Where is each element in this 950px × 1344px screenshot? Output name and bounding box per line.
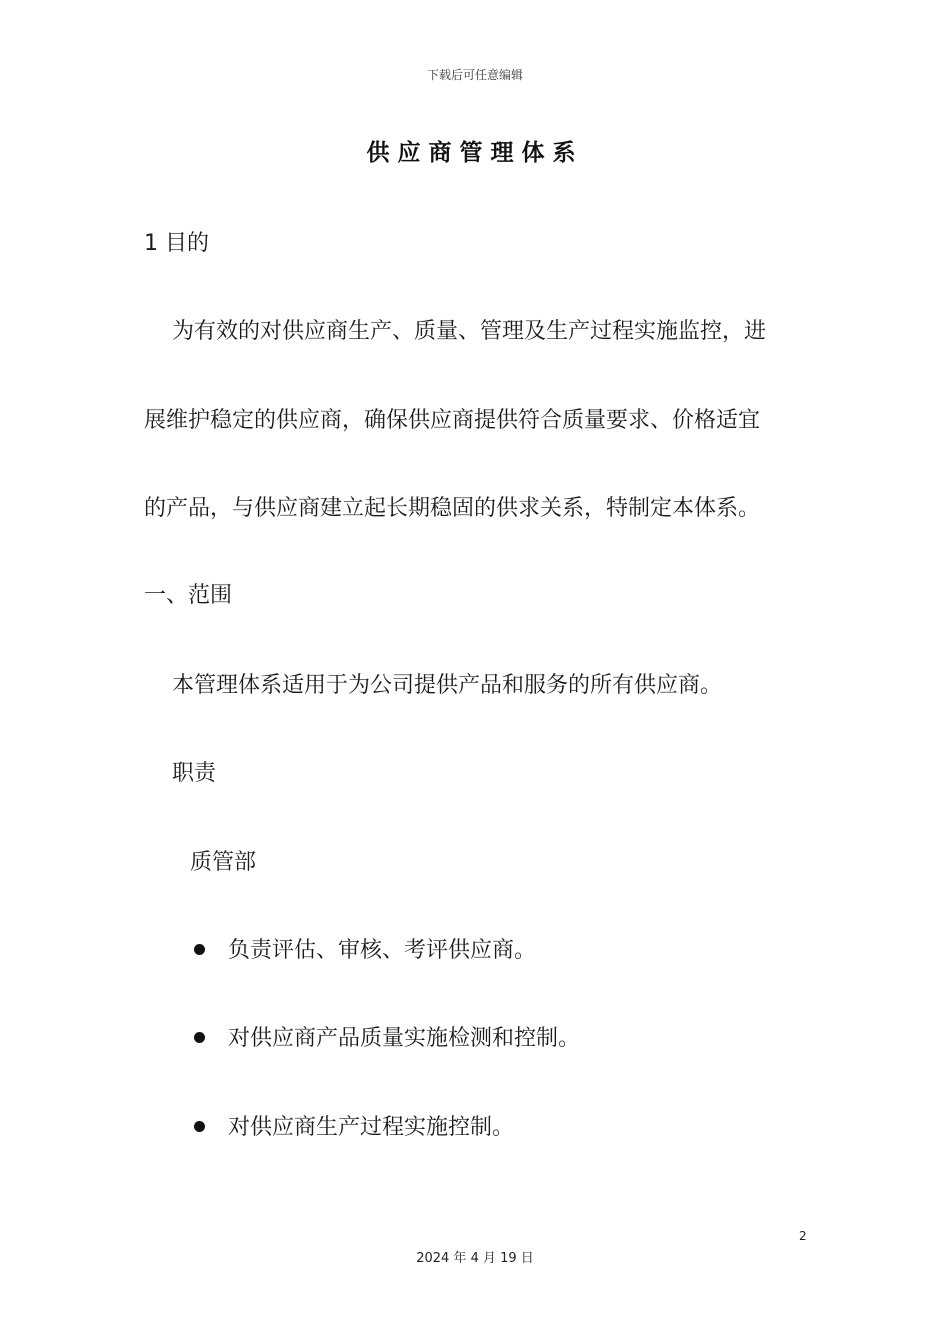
purpose-paragraph-line-2: 展维护稳定的供应商，确保供应商提供符合质量要求、价格适宜 (144, 408, 761, 433)
list-item (194, 1021, 580, 1052)
scope-paragraph: 本管理体系适用于为公司提供产品和服务的所有供应商。 (172, 673, 723, 698)
list-item-text: 对供应商生产过程实施控制。 (228, 1115, 515, 1140)
header-note: 下载后可任意编辑 (426, 68, 523, 82)
section-duties-heading: 职责 (172, 761, 217, 786)
section-purpose-heading: 1 目的 (144, 231, 209, 256)
document-title: 供应商管理体系 (366, 140, 584, 166)
list-item-text: 对供应商产品质量实施检测和控制。 (228, 1026, 581, 1051)
bullet-icon (194, 1121, 205, 1132)
department-heading: 质管部 (190, 850, 257, 875)
bullet-icon (194, 944, 205, 955)
bullet-icon (194, 1032, 205, 1043)
section-scope-heading: 一、范围 (144, 583, 233, 608)
list-item (194, 1110, 514, 1141)
list-item-text: 负责评估、审核、考评供应商。 (228, 938, 537, 963)
purpose-paragraph-line-3: 的产品，与供应商建立起长期稳固的供求关系，特制定本体系。 (144, 496, 761, 521)
list-item (194, 933, 536, 964)
purpose-paragraph-line-1: 为有效的对供应商生产、质量、管理及生产过程实施监控，进 (172, 319, 767, 344)
footer-date: 2024 年 4 月 19 日 (416, 1251, 534, 1266)
page-number: 2 (799, 1229, 807, 1243)
